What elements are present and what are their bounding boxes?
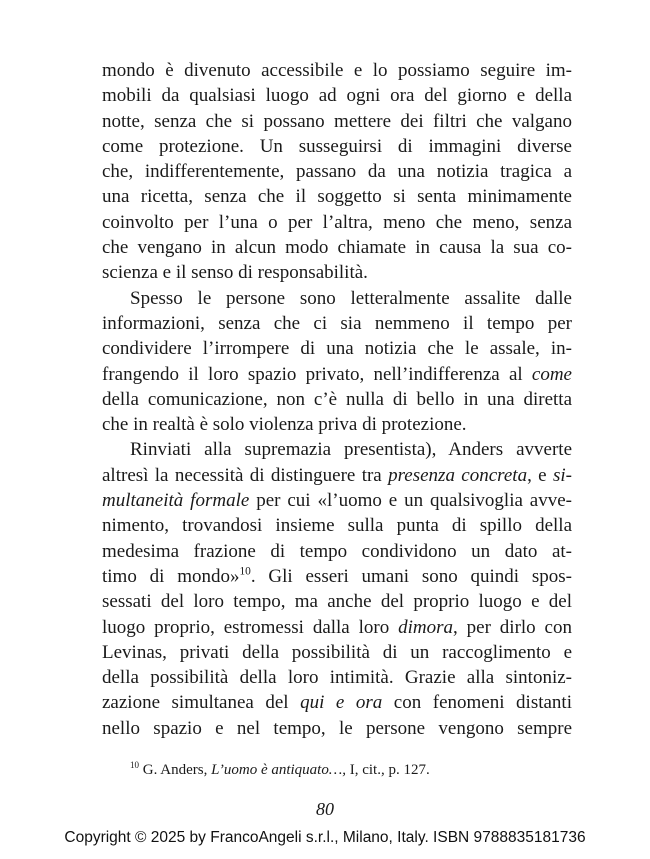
text-segment: scienza e il senso di responsabilità. [102,262,368,284]
text-segment: informazioni, senza che ci sia nemmeno il tempo per [102,312,572,334]
text-segment: coinvolto per l’una o per l’altra, meno che meno, senza [102,211,572,233]
text-line [102,159,572,184]
copyright-notice: Copyright © 2025 by FrancoAngeli s.r.l., Milano, Italy. ISBN 9788835181736 [64,829,586,846]
text-line [102,286,572,311]
text-line [102,690,572,715]
text-line [102,615,572,640]
text-segment: , e [527,464,553,486]
footnote-number: 10 [130,760,139,770]
text-line [102,362,572,387]
italic-text: si- [552,464,572,486]
text-line [102,513,572,538]
text-segment: sessati del loro tempo, ma anche del proprio luogo e del [102,591,572,613]
footnote [130,760,570,780]
text-segment: medesima frazione di tempo condividono un dato at- [102,540,572,562]
text-segment: mobili da qualsiasi luogo ad ogni ora del giorno e della [102,85,572,107]
text-segment: della comunicazione, non c’è nulla di bello in una diretta [102,388,572,410]
text-line [102,640,572,665]
text-line [102,488,572,513]
text-segment: timo di mondo» [102,565,240,587]
text-segment: per cui «l’uomo e un qualsivoglia avve- [249,490,572,512]
text-segment: una ricetta, senza che il soggetto si senta minimamente [102,186,572,208]
text-segment: nimento, trovandosi insieme sulla punta di spillo della [102,515,572,537]
text-line [102,58,572,83]
text-segment: zazione simultanea del [102,692,301,714]
footnote-citation: I, cit., p. 127. [345,762,430,778]
footnote-reference: 10 [239,565,251,578]
italic-text: dimora [398,616,454,638]
italic-text: multaneità formale [102,490,250,512]
text-segment: mondo è divenuto accessibile e lo possiamo seguire im- [102,60,572,81]
text-line [102,437,572,462]
page-number: 80 [316,799,334,819]
text-line [102,260,572,285]
text-segment: frangendo il loro spazio privato, nell’indifferenza al [102,363,532,385]
text-line [102,665,572,690]
text-segment: della possibilità della loro intimità. Grazie alla sintoniz- [102,667,572,689]
text-segment: . Gli esseri umani sono quindi spos- [250,565,572,587]
text-segment: luogo proprio, estromessi dalla loro [102,616,399,638]
text-line [102,589,572,614]
text-segment: , per dirlo con [453,616,572,638]
text-segment: nello spazio e nel tempo, le persone vengono sempre [102,717,572,739]
text-segment: Levinas, privati della possibilità di un raccoglimento e [102,641,572,663]
text-segment: notte, senza che si possano mettere dei filtri che valgano [102,110,572,132]
body-text [102,58,572,741]
text-line [102,210,572,235]
italic-text: come [531,363,572,385]
italic-text: qui e ora [300,692,383,714]
footnote-title: L’uomo è antiquato…, [211,762,346,778]
text-line [102,109,572,134]
text-segment: che, indifferentemente, passano da una notizia tragica a [102,161,572,183]
text-line [102,716,572,741]
text-line [102,235,572,260]
italic-text: presenza concreta [388,464,528,486]
text-line [102,463,572,488]
text-line [102,564,572,589]
text-segment: altresì la necessità di distinguere tra [102,464,389,486]
footnote-author: G. Anders, [139,762,212,778]
text-segment: con fenomeni distanti [382,692,572,714]
text-segment: condividere l’irrompere di una notizia che le assale, in- [102,338,572,360]
text-segment: Rinviati alla supremazia presentista), Anders avverte [130,439,572,461]
text-segment: che vengano in alcun modo chiamate in causa la sua co- [102,237,572,259]
text-segment: che in realtà è solo violenza priva di protezione. [102,414,467,436]
text-line [102,336,572,361]
text-line [102,134,572,159]
text-line [102,412,572,437]
text-line [102,311,572,336]
text-segment: come protezione. Un susseguirsi di immagini diverse [102,135,572,157]
text-line [102,387,572,412]
text-line [102,184,572,209]
text-line [102,539,572,564]
text-segment: Spesso le persone sono letteralmente assalite dalle [130,287,572,309]
text-line [102,83,572,108]
